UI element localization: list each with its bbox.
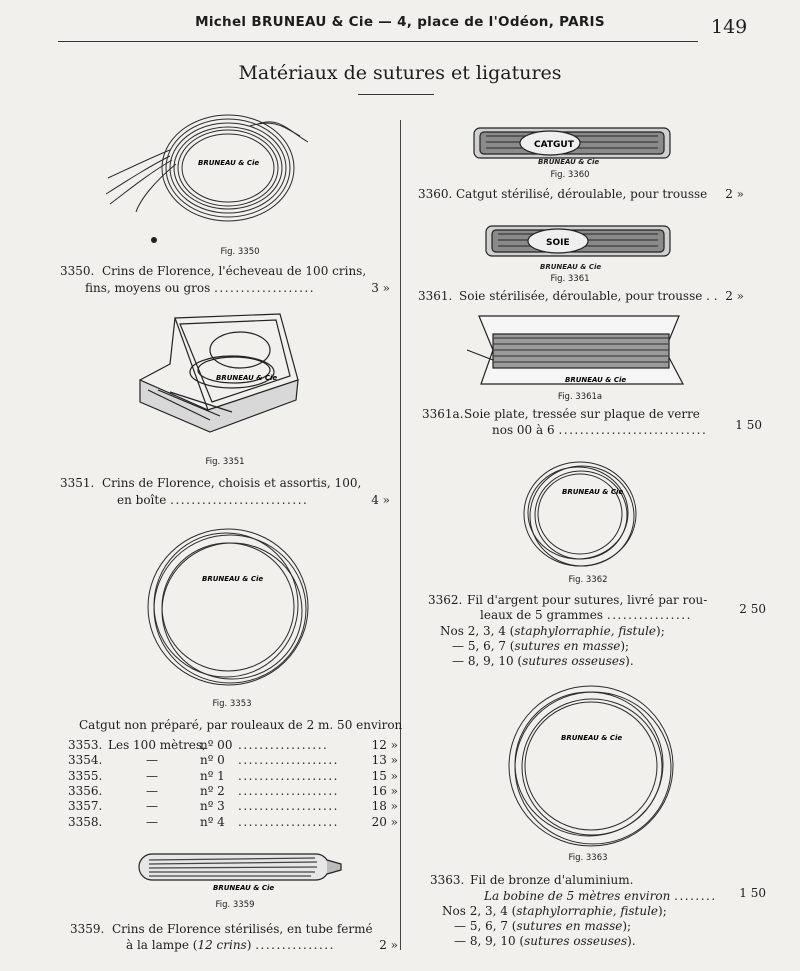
- item-number: 3350.: [60, 264, 95, 278]
- silk-tube-illustration: [482, 222, 677, 262]
- item-price: 2 »: [725, 289, 744, 303]
- title-rule: [358, 94, 434, 95]
- size-number: nº 1: [200, 768, 225, 783]
- item-text: ): [246, 938, 252, 952]
- item-price: 1 50: [739, 886, 766, 900]
- size-line: [442, 904, 667, 919]
- size-text: );: [656, 624, 665, 638]
- crins-tube-illustration: [135, 850, 345, 890]
- brand-label: BRUNEAU & Cie: [198, 159, 260, 167]
- size-line: [440, 624, 665, 639]
- leader-dots: ........: [674, 889, 717, 903]
- item-number: 3354.: [68, 753, 103, 768]
- size-text: — 5, 6, 7 (: [454, 919, 517, 933]
- item-price: 16 »: [371, 783, 398, 798]
- item-price: 13 »: [371, 753, 398, 768]
- table-row: [68, 738, 398, 753]
- size-list: [440, 624, 665, 669]
- brand-label: BRUNEAU & Cie: [565, 376, 627, 384]
- item-text: leaux de 5 grammes: [480, 608, 604, 622]
- fig-caption: Fig. 3353: [212, 699, 252, 709]
- size-line: [440, 654, 665, 669]
- item-text: —: [146, 814, 158, 829]
- item-number: 3358.: [68, 814, 103, 829]
- size-text: — 5, 6, 7 (: [452, 639, 515, 653]
- fig-caption: Fig. 3350: [220, 247, 260, 257]
- size-list: [442, 904, 667, 949]
- size-text: — 8, 9, 10 (: [454, 934, 525, 948]
- item-price: 2 »: [379, 938, 398, 952]
- table-row: [68, 784, 398, 799]
- item-number: 3355.: [68, 768, 103, 783]
- item-number: 3357.: [68, 799, 103, 814]
- size-text: ).: [625, 654, 634, 668]
- item-text: —: [146, 768, 158, 783]
- item-text: Crins de Florence, l'écheveau de 100 crins,: [102, 264, 367, 278]
- item-price: 4 »: [371, 493, 390, 507]
- item-text: —: [146, 753, 158, 768]
- size-line: [442, 919, 667, 934]
- leader-dots: ...................: [238, 753, 339, 768]
- item-number: 3353.: [68, 738, 103, 752]
- size-text: ).: [627, 934, 636, 948]
- tube-label: CATGUT: [534, 140, 574, 150]
- brand-label: BRUNEAU & Cie: [216, 374, 278, 382]
- bronze-wire-coil-illustration: [505, 682, 680, 852]
- leader-dots: ...............: [255, 938, 335, 952]
- item-number: 3359.: [70, 922, 105, 936]
- item-text: Catgut stérilisé, déroulable, pour trousse: [456, 187, 708, 201]
- item-text: Fil d'argent pour sutures, livré par rou-: [467, 593, 708, 607]
- fig-caption: Fig. 3361: [550, 274, 590, 284]
- page-number: 149: [711, 16, 748, 38]
- brand-label: BRUNEAU & Cie: [562, 488, 624, 496]
- size-usage: sutures en masse: [514, 639, 621, 653]
- table-row: [68, 799, 398, 814]
- size-usage: sutures osseuses: [522, 654, 626, 668]
- fig-caption: Fig. 3362: [568, 575, 608, 585]
- item-text: Les 100 mètres,: [108, 738, 206, 752]
- size-usage: sutures en masse: [516, 919, 623, 933]
- header-rule: [58, 41, 698, 42]
- size-number: nº 0: [200, 753, 225, 768]
- catgut-heading: Catgut non préparé, par rouleaux de 2 m. 50 environ: [79, 718, 403, 732]
- brand-label: BRUNEAU & Cie: [561, 734, 623, 742]
- item-price: 1 50: [735, 418, 762, 432]
- leader-dots: ...................: [238, 783, 339, 798]
- fig-caption: Fig. 3361a: [557, 392, 603, 402]
- item-text: Crins de Florence stérilisés, en tube fermé: [112, 922, 373, 936]
- leader-dots: ...................: [238, 768, 339, 783]
- item-number: 3351.: [60, 476, 95, 490]
- item-text: à la lampe (: [126, 938, 198, 952]
- item-text: nos 00 à 6: [492, 423, 555, 437]
- fig-caption: Fig. 3351: [205, 457, 245, 467]
- size-text: Nos 2, 3, 4 (: [440, 624, 515, 638]
- leader-dots: ...................: [238, 814, 339, 829]
- size-number: nº 2: [200, 783, 225, 798]
- size-line: [440, 639, 665, 654]
- item-price: 12 »: [371, 738, 398, 752]
- leader-dots: .................: [238, 738, 329, 752]
- column-divider: [400, 120, 401, 950]
- item-price: 2 50: [739, 602, 766, 616]
- leader-dots: ...................: [214, 281, 316, 295]
- item-price: 15 »: [371, 768, 398, 783]
- size-usage: sutures osseuses: [524, 934, 628, 948]
- item-price: 18 »: [371, 799, 398, 814]
- silk-plate-illustration: [465, 312, 690, 392]
- item-price: 20 »: [371, 814, 398, 829]
- size-text: );: [622, 919, 632, 933]
- item-text: Fil de bronze d'aluminium.: [470, 873, 634, 887]
- catgut-coil-illustration: [140, 525, 320, 695]
- size-usage: staphylorraphie, fistule: [516, 904, 659, 918]
- item-text: Soie plate, tressée sur plaque de verre: [464, 407, 700, 421]
- tube-label: SOIE: [546, 238, 570, 248]
- crins-box-illustration: [140, 310, 310, 440]
- item-number: 3363.: [430, 873, 465, 887]
- item-text: —: [146, 783, 158, 798]
- fig-caption: Fig. 3359: [215, 900, 255, 910]
- item-text: fins, moyens ou gros: [85, 281, 211, 295]
- fig-caption: Fig. 3363: [568, 853, 608, 863]
- size-text: — 8, 9, 10 (: [452, 654, 523, 668]
- leader-dots: ...................: [238, 799, 339, 814]
- item-text: Soie stérilisée, déroulable, pour trousse . .: [459, 289, 718, 303]
- table-row: [68, 753, 398, 768]
- leader-dots: ................: [606, 608, 692, 622]
- page-header: Michel BRUNEAU & Cie — 4, place de l'Odéon, PARIS: [195, 14, 605, 30]
- item-price: 2 »: [725, 187, 744, 201]
- size-number: nº 00: [200, 738, 233, 752]
- item-text: en boîte: [117, 493, 167, 507]
- size-text: );: [620, 639, 630, 653]
- item-text: Crins de Florence, choisis et assortis, 100,: [102, 476, 362, 490]
- brand-label: BRUNEAU & Cie: [202, 575, 264, 583]
- item-number: 3361a.: [422, 407, 464, 421]
- size-line: [442, 934, 667, 949]
- item-text: —: [146, 799, 158, 814]
- brand-label: BRUNEAU & Cie: [538, 158, 600, 166]
- size-number: nº 4: [200, 814, 225, 829]
- table-row: [68, 815, 398, 830]
- item-number: 3360.: [418, 187, 453, 201]
- fig-caption: Fig. 3360: [550, 170, 590, 180]
- silver-wire-coil-illustration: [520, 458, 645, 573]
- size-text: );: [658, 904, 667, 918]
- table-row: [68, 769, 398, 784]
- item-number: 3362.: [428, 593, 463, 607]
- brand-label: BRUNEAU & Cie: [540, 263, 602, 271]
- brand-label: BRUNEAU & Cie: [213, 884, 275, 892]
- leader-dots: ............................: [558, 423, 708, 437]
- size-usage: staphylorraphie, fistule: [514, 624, 657, 638]
- item-number: 3361.: [418, 289, 453, 303]
- page-title: Matériaux de sutures et ligatures: [238, 62, 562, 84]
- size-text: Nos 2, 3, 4 (: [442, 904, 517, 918]
- crins-hank-illustration: [100, 108, 340, 238]
- leader-dots: ..........................: [170, 493, 309, 507]
- item-price: 3 »: [371, 281, 390, 295]
- item-number: 3356.: [68, 783, 103, 798]
- size-number: nº 3: [200, 799, 225, 814]
- item-text: La bobine de 5 mètres environ: [484, 889, 671, 903]
- item-text-italic: 12 crins: [197, 938, 247, 952]
